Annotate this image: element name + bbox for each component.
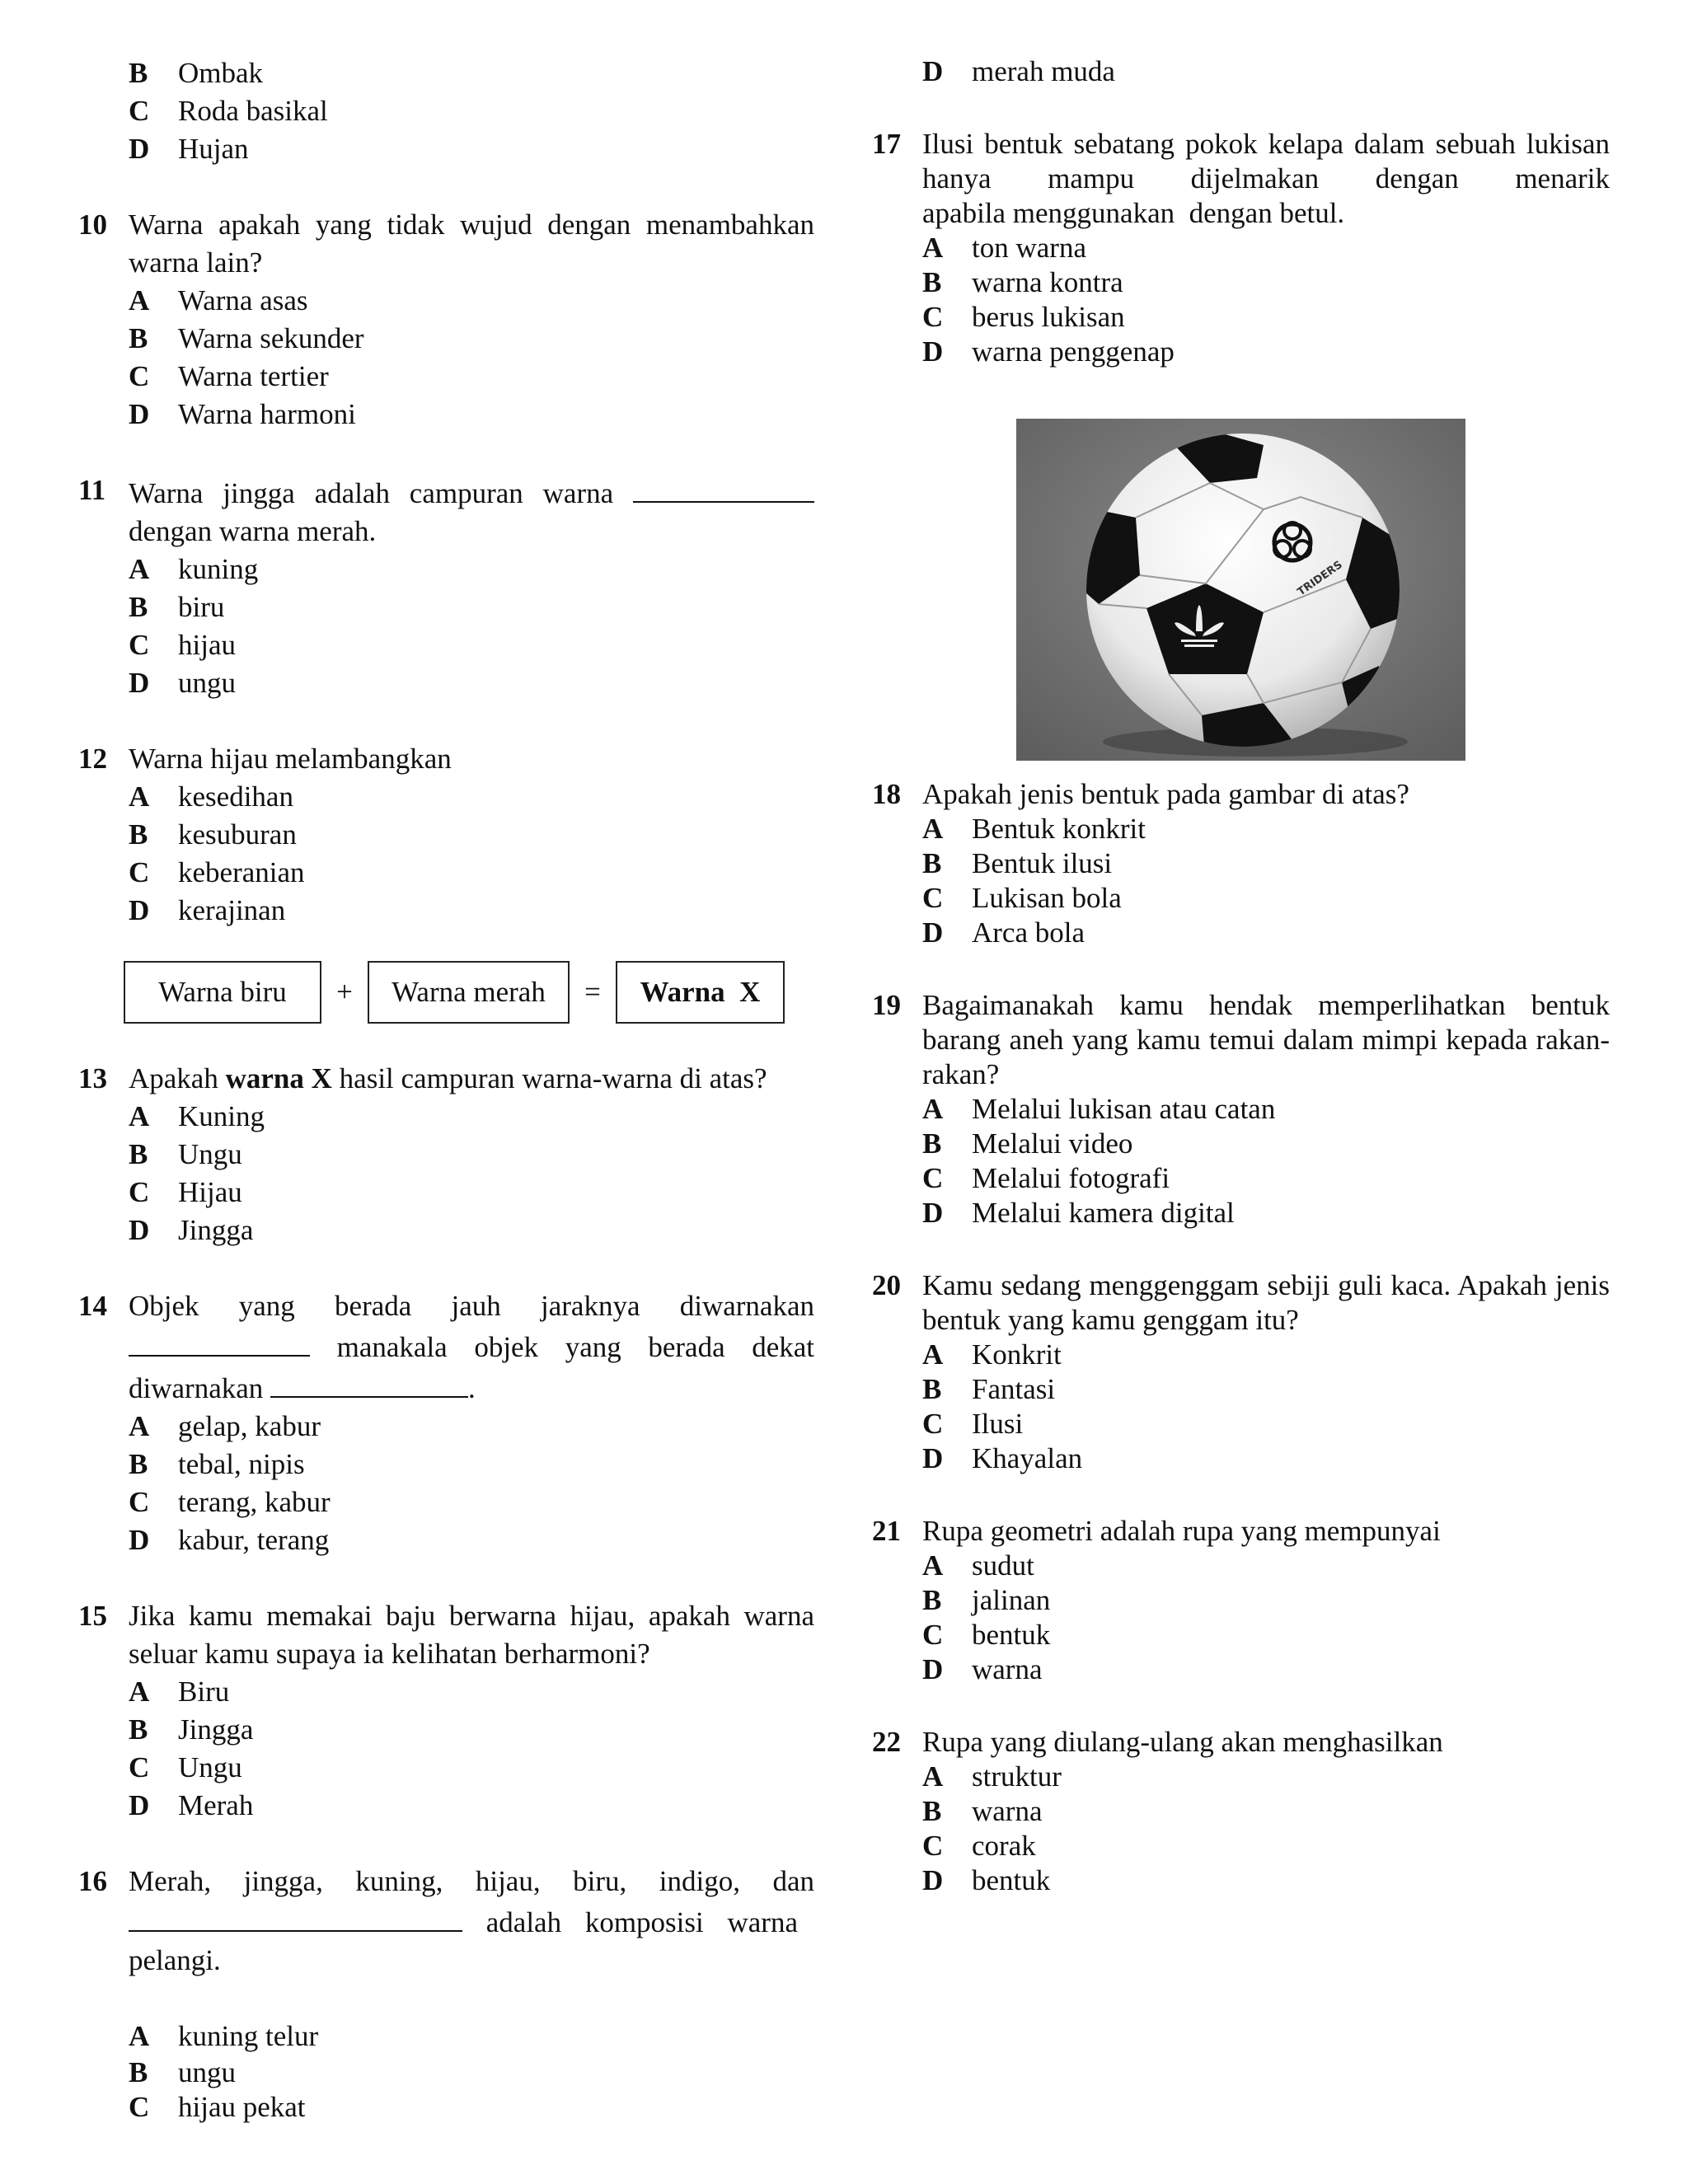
answer-blank[interactable] <box>633 471 814 503</box>
brand-text: TRIDERS <box>1295 558 1345 599</box>
option-b[interactable]: B tebal, nipis <box>129 1448 305 1480</box>
option-a[interactable]: A Bentuk konkrit <box>922 813 1146 845</box>
option-d[interactable]: D Warna harmoni <box>129 398 356 430</box>
option-c[interactable]: C hijau pekat <box>129 2091 306 2123</box>
option-c[interactable]: C terang, kabur <box>129 1486 331 1518</box>
box-warna-x: Warna X <box>616 961 785 1024</box>
question-stem: 21 Rupa geometri adalah rupa yang mempunyai <box>872 1515 1441 1547</box>
question-14 <box>78 1287 814 1559</box>
question-stem: 13 Apakah warna X hasil campuran warna-warna di atas? <box>78 1060 814 1098</box>
question-number: 22 <box>872 1726 901 1758</box>
option-b[interactable]: B Fantasi <box>922 1373 1056 1405</box>
question-stem: 18 Apakah jenis bentuk pada gambar di atas? <box>872 778 1409 810</box>
right-column <box>872 54 1610 1936</box>
option-d[interactable]: D Melalui kamera digital <box>922 1197 1235 1229</box>
option-b[interactable]: B jalinan <box>922 1584 1051 1616</box>
option-c[interactable]: C berus lukisan <box>922 301 1125 333</box>
question-number: 20 <box>872 1269 901 1301</box>
question-number: 19 <box>872 989 901 1021</box>
option-a[interactable]: A sudut <box>922 1549 1034 1582</box>
question-18 <box>872 777 1610 950</box>
question-number: 14 <box>78 1290 107 1322</box>
option-d[interactable]: D Khayalan <box>922 1442 1083 1474</box>
question-15 <box>78 1597 814 1825</box>
option-b[interactable]: B kesuburan <box>129 818 297 851</box>
option-a[interactable]: A gelap, kabur <box>129 1410 321 1442</box>
box-warna-merah: Warna merah <box>368 961 570 1024</box>
question-stem-line-3: diwarnakan . <box>78 1366 814 1408</box>
option-c[interactable]: C Melalui fotografi <box>922 1162 1170 1194</box>
question-12 <box>78 740 814 930</box>
question-stem: 17 Ilusi bentuk sebatang pokok kelapa dalam sebuah lukisan hanya mampu dijelmakan dengan menarik <box>872 128 1610 194</box>
soccer-ball-image <box>1016 419 1465 761</box>
option-b[interactable]: B Warna sekunder <box>129 322 364 354</box>
question-stem-line-2: manakala objek yang berada dekat <box>78 1325 814 1366</box>
question-21 <box>872 1514 1610 1687</box>
option-a[interactable]: A Warna asas <box>129 284 308 316</box>
question-stem: 15 Jika kamu memakai baju berwarna hijau, apakah warna seluar kamu supaya ia kelihatan berharmoni? <box>78 1597 814 1673</box>
option-c[interactable]: C bentuk <box>922 1619 1051 1651</box>
option-d[interactable]: D merah muda <box>922 55 1115 87</box>
question-stem-line-2: dengan warna merah. <box>129 515 377 547</box>
soccer-ball-photo <box>1016 419 1465 761</box>
box-warna-biru: Warna biru <box>124 961 321 1024</box>
option-d[interactable]: D ungu <box>129 667 236 699</box>
option-a[interactable]: A Konkrit <box>922 1338 1062 1371</box>
spacer <box>78 1980 814 2018</box>
question-stem: 16 Merah, jingga, kuning, hijau, biru, indigo, dan <box>78 1863 814 1900</box>
question-10 <box>78 206 814 434</box>
answer-blank-1[interactable] <box>129 1325 310 1357</box>
option-b[interactable]: B Bentuk ilusi <box>922 847 1113 879</box>
option-b[interactable]: B ungu <box>129 2056 236 2088</box>
option-b[interactable]: B biru <box>129 591 225 623</box>
question-16 <box>78 1863 814 2125</box>
option-b[interactable]: B Ombak <box>129 57 264 89</box>
option-a[interactable]: A struktur <box>922 1760 1062 1793</box>
question-stem-line-3: pelangi. <box>129 1944 221 1976</box>
option-a[interactable]: A Biru <box>129 1675 230 1708</box>
option-c[interactable]: C corak <box>922 1830 1036 1862</box>
option-c[interactable]: C Ilusi <box>922 1408 1024 1440</box>
question-16-options-continued <box>872 54 1610 89</box>
question-number: 17 <box>872 128 901 160</box>
question-stem: 20 Kamu sedang menggenggam sebiji guli kaca. Apakah jenis bentuk yang kamu genggam itu? <box>872 1269 1610 1336</box>
plus-sign: + <box>336 976 353 1008</box>
option-d[interactable]: D warna <box>922 1653 1043 1685</box>
option-d[interactable]: D Jingga <box>129 1214 254 1246</box>
question-number: 18 <box>872 778 901 810</box>
option-b[interactable]: B Jingga <box>129 1713 254 1746</box>
option-b[interactable]: B Melalui video <box>922 1127 1133 1160</box>
option-c[interactable]: C Roda basikal <box>129 95 328 127</box>
option-c[interactable]: C Ungu <box>129 1751 242 1783</box>
question-11 <box>78 471 814 702</box>
option-d[interactable]: D Hujan <box>129 133 249 165</box>
option-c[interactable]: C Lukisan bola <box>922 882 1122 914</box>
option-d[interactable]: D Arca bola <box>922 916 1085 949</box>
option-a[interactable]: A ton warna <box>922 232 1086 264</box>
option-d[interactable]: D Merah <box>129 1789 254 1821</box>
question-stem-line-3: apabila menggunakan dengan betul. <box>922 197 1345 229</box>
option-d[interactable]: D warna penggenap <box>922 335 1175 368</box>
question-number: 10 <box>78 209 107 241</box>
answer-blank-2[interactable] <box>270 1366 468 1398</box>
option-c[interactable]: C Warna tertier <box>129 360 329 392</box>
option-a[interactable]: A Kuning <box>129 1100 265 1132</box>
question-number: 12 <box>78 743 107 775</box>
question-stem: 22 Rupa yang diulang-ulang akan menghasilkan <box>872 1726 1443 1758</box>
question-22 <box>872 1725 1610 1898</box>
option-a[interactable]: A Melalui lukisan atau catan <box>922 1093 1276 1125</box>
question-stem: 11 Warna jingga adalah campuran warna <box>78 471 814 513</box>
question-20 <box>872 1268 1610 1476</box>
option-d[interactable]: D bentuk <box>922 1864 1051 1896</box>
option-c[interactable]: C keberanian <box>129 856 305 888</box>
option-a[interactable]: A kesedihan <box>129 780 293 813</box>
question-number: 21 <box>872 1515 901 1547</box>
question-stem-line-2: adalah komposisi warna <box>78 1900 798 1942</box>
option-b[interactable]: B warna kontra <box>922 266 1123 298</box>
question-number: 13 <box>78 1062 107 1094</box>
question-stem: 14 Objek yang berada jauh jaraknya diwarnakan <box>78 1287 814 1325</box>
option-d[interactable]: D kabur, terang <box>129 1524 330 1556</box>
question-13 <box>78 1060 814 1249</box>
question-17 <box>872 127 1610 369</box>
color-mixing-equation <box>124 959 814 1025</box>
question-stem: 19 Bagaimanakah kamu hendak memperlihatkan bentuk barang aneh yang kamu temui dalam mimpi kepada rakan-rakan? <box>872 989 1610 1090</box>
option-d[interactable]: D kerajinan <box>129 894 286 926</box>
equals-sign: = <box>584 976 601 1008</box>
option-b[interactable]: B warna <box>922 1795 1043 1827</box>
question-19 <box>872 988 1610 1230</box>
question-9-options-continued <box>78 54 814 168</box>
question-stem: 10 Warna apakah yang tidak wujud dengan menambahkan warna lain? <box>78 206 814 282</box>
left-column <box>78 54 814 2163</box>
question-number: 11 <box>78 474 106 506</box>
option-c[interactable]: C Hijau <box>129 1176 242 1208</box>
answer-blank[interactable] <box>129 1900 462 1932</box>
question-number: 15 <box>78 1600 107 1632</box>
option-a[interactable]: A kuning <box>129 553 259 585</box>
option-b[interactable]: B Ungu <box>129 1138 242 1170</box>
option-c[interactable]: C hijau <box>129 629 236 661</box>
question-stem: 12 Warna hijau melambangkan <box>78 740 814 778</box>
question-number: 16 <box>78 1865 107 1897</box>
option-a[interactable]: A kuning telur <box>129 2020 319 2052</box>
